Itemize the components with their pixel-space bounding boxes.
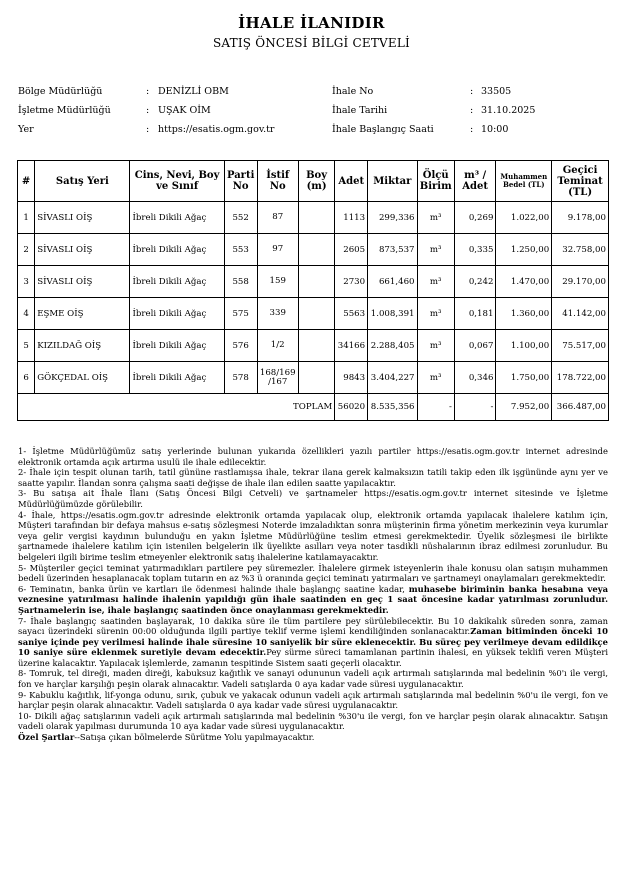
- cell-birim: m³: [417, 266, 454, 298]
- header-satis-yeri: Satış Yeri: [35, 161, 130, 202]
- cell-birim: m³: [417, 298, 454, 330]
- separator: :: [470, 105, 474, 116]
- info-row: [18, 124, 608, 143]
- cell-satis-yeri: EŞME OİŞ: [35, 298, 130, 330]
- cell-no: 4: [18, 298, 35, 330]
- cell-no: 5: [18, 330, 35, 362]
- cell-istif: 87: [257, 202, 298, 234]
- table-body: [18, 202, 609, 421]
- lots-table: [17, 160, 609, 421]
- note-3: 3- Bu satışa ait İhale İlanı (Satış Öncesi Bilgi Cetveli) ve şartnameler https://esatis.ogm.gov.tr internet sitesinde ve İşletme Müdürlüğümüzde görülebilir.: [18, 488, 608, 509]
- cell-teminat: 32.758,00: [552, 234, 609, 266]
- info-row: [18, 86, 608, 105]
- cell-miktar: 661,460: [368, 266, 417, 298]
- table-row: [18, 298, 609, 330]
- special-conditions: [18, 732, 608, 743]
- cell-miktar: 1.008,391: [368, 298, 417, 330]
- cell-bedel: 1.360,00: [496, 298, 552, 330]
- cell-miktar: 2.288,405: [368, 330, 417, 362]
- info-row: [18, 105, 608, 124]
- cell-teminat: 178.722,00: [552, 362, 609, 394]
- cell-boy: [298, 362, 334, 394]
- cell-istif: 97: [257, 234, 298, 266]
- cell-birim: m³: [417, 234, 454, 266]
- cell-parti: 553: [224, 234, 257, 266]
- page-subtitle: SATIŞ ÖNCESİ BİLGİ CETVELİ: [212, 36, 410, 50]
- ihale-no-label: İhale No: [332, 86, 374, 97]
- note-7-text-end: Pey sürme süreci tamamlanan partinin ihalesi, en yüksek teklifi veren Müşteri üzerine kalacaktır. Yapılacak işlemlerde, zamanın tespitinde Sistem saati geçerli olacaktır.: [18, 647, 608, 668]
- table-header-row: [18, 161, 609, 202]
- total-m3: -: [454, 394, 496, 421]
- cell-boy: [298, 266, 334, 298]
- header-m3-adet: m³ / Adet: [454, 161, 496, 202]
- cell-teminat: 41.142,00: [552, 298, 609, 330]
- cell-adet: 2605: [335, 234, 368, 266]
- cell-adet: 34166: [335, 330, 368, 362]
- separator: :: [470, 86, 474, 97]
- cell-m3-adet: 0,067: [454, 330, 496, 362]
- header-miktar: Miktar: [368, 161, 417, 202]
- cell-birim: m³: [417, 202, 454, 234]
- cell-parti: 552: [224, 202, 257, 234]
- special-text: --Satışa çıkan bölmelerde Sürütme Yolu yapılmayacaktır.: [74, 732, 315, 743]
- note-9: 9- Kabuklu kağıtlık, lif-yonga odunu, sırık, çubuk ve yakacak odunun vadeli açık artırmalı satışlarında mal bedelinin %0'u ile vergi, fon ve harçlar peşin olarak alınacaktır. Vadeli satışlarda 0 aya kadar vade süresi uygulanacaktır.: [18, 689, 608, 711]
- baslangic-label: İhale Başlangıç Saati: [332, 124, 434, 135]
- cell-no: 3: [18, 266, 35, 298]
- cell-satis-yeri: SİVASLI OİŞ: [35, 202, 130, 234]
- cell-istif: 159: [257, 266, 298, 298]
- cell-cins: İbreli Dikili Ağaç: [130, 330, 224, 362]
- header-parti: Parti No: [224, 161, 257, 202]
- cell-satis-yeri: SİVASLI OİŞ: [35, 266, 130, 298]
- cell-miktar: 3.404,227: [368, 362, 417, 394]
- total-adet: 56020: [335, 394, 368, 421]
- separator: :: [146, 105, 150, 116]
- cell-no: 1: [18, 202, 35, 234]
- ihale-tarihi-label: İhale Tarihi: [332, 105, 388, 116]
- isletme-label: İşletme Müdürlüğü: [18, 105, 111, 116]
- cell-boy: [298, 202, 334, 234]
- total-teminat: 366.487,00: [552, 394, 609, 421]
- cell-cins: İbreli Dikili Ağaç: [130, 202, 224, 234]
- note-10: 10- Dikili ağaç satışlarının vadeli açık artırmalı satışlarında mal bedelinin %30'u ile vergi, fon ve harçlar peşin olarak alınacaktır. Satışın vadeli olarak yapılması durumunda 10 aya kadar vade süresi uygulanacaktır.: [18, 710, 608, 732]
- cell-parti: 558: [224, 266, 257, 298]
- cell-miktar: 873,537: [368, 234, 417, 266]
- notes-section: [18, 446, 608, 743]
- note-7-bold: Zaman bitiminden önceki 10 saniye içinde pey verilmesi halinde ihale süresine 10 saniyelik bir süre eklenecektir. Bu süreç pey verilmeye devam edildikçe 10 saniye süre eklenmek suretiyle devam edecektir.: [18, 626, 608, 658]
- cell-cins: İbreli Dikili Ağaç: [130, 266, 224, 298]
- cell-parti: 578: [224, 362, 257, 394]
- note-2: 2- İhale için tespit olunan tarih, tatil gününe rastlamışsa ihale, tekrar ilana gerek kalmaksızın tatili takip eden ilk işgününde aynı yer ve saatte yapılır. İlandan sonra çalışma saati değişse de ihale ilan edilen saatte yapılacaktır.: [18, 467, 608, 488]
- header-no: #: [18, 161, 35, 202]
- total-bedel: 7.952,00: [496, 394, 552, 421]
- cell-cins: İbreli Dikili Ağaç: [130, 298, 224, 330]
- ihale-no-value: 33505: [481, 86, 512, 97]
- cell-adet: 9843: [335, 362, 368, 394]
- total-birim: -: [417, 394, 454, 421]
- separator: :: [470, 124, 474, 135]
- cell-parti: 575: [224, 298, 257, 330]
- note-6: [18, 584, 608, 616]
- cell-satis-yeri: KIZILDAĞ OİŞ: [35, 330, 130, 362]
- special-label: Özel Şartlar: [18, 732, 75, 743]
- bolge-label: Bölge Müdürlüğü: [18, 86, 103, 97]
- cell-m3-adet: 0,346: [454, 362, 496, 394]
- cell-istif: 168/169 /167: [257, 362, 298, 394]
- cell-cins: İbreli Dikili Ağaç: [130, 234, 224, 266]
- cell-adet: 5563: [335, 298, 368, 330]
- note-1: 1- İşletme Müdürlüğümüz satış yerlerinde bulunan yukarıda özellikleri yazılı partiler https://esatis.ogm.gov.tr internet adresinde elektronik ortamda açık artırma usulü ile ihale edilecektir.: [18, 446, 608, 467]
- header-muhammen: Muhammen Bedel (TL): [496, 161, 552, 202]
- header-teminat: Geçici Teminat (TL): [552, 161, 609, 202]
- table-row: [18, 330, 609, 362]
- cell-m3-adet: 0,269: [454, 202, 496, 234]
- cell-bedel: 1.022,00: [496, 202, 552, 234]
- cell-teminat: 29.170,00: [552, 266, 609, 298]
- cell-birim: m³: [417, 362, 454, 394]
- header-boy: Boy (m): [298, 161, 334, 202]
- cell-m3-adet: 0,181: [454, 298, 496, 330]
- cell-birim: m³: [417, 330, 454, 362]
- yer-label: Yer: [18, 124, 34, 135]
- header-adet: Adet: [335, 161, 368, 202]
- auction-info: [18, 86, 608, 143]
- note-7-text: 7- İhale başlangıç saatinden başlayarak, 10 dakika süre ile tüm partilere pey sürülebilecektir. Bu 10 dakikalık süreden sonra, zaman sayacı üzerindeki sürenin 00:00 olduğunda ilgili partiye teklif verme işlemi kendiliğinden sonlanacaktır.: [18, 615, 608, 637]
- header-istif: İstif No: [257, 161, 298, 202]
- cell-teminat: 75.517,00: [552, 330, 609, 362]
- yer-value[interactable]: https://esatis.ogm.gov.tr: [158, 124, 275, 135]
- cell-m3-adet: 0,242: [454, 266, 496, 298]
- total-miktar: 8.535,356: [368, 394, 417, 421]
- cell-bedel: 1.750,00: [496, 362, 552, 394]
- note-6-bold: muhasebe biriminin banka hesabına veya veznesine yatırılması halinde ihalenin yapıldığı gün ihale saatinden en geç 1 saat öncesine kadar yatırılması zorunludur. Şartnamelerin ise, ihale başlangıç saatinden önce onaylanması gerekmektedir.: [18, 583, 608, 615]
- cell-adet: 1113: [335, 202, 368, 234]
- document-header: [0, 14, 623, 50]
- note-5: 5- Müşteriler geçici teminat yatırmadıkları partilere pey süremezler. İhalelere girmek isteyenlerin ihale konusu olan satışın muhammen bedeli üzerinden hesaplanacak toplam tutarın en az %3 ü oranında geçici teminatı yatırmaları ve şartnameyi onaylamaları gerekmektedir.: [18, 562, 608, 584]
- isletme-value: UŞAK OİM: [158, 105, 211, 116]
- bolge-value: DENİZLİ OBM: [158, 86, 229, 97]
- table-total-row: [18, 394, 609, 421]
- cell-no: 6: [18, 362, 35, 394]
- ihale-tarihi-value: 31.10.2025: [481, 105, 536, 116]
- table-row: [18, 362, 609, 394]
- header-olcu: Ölçü Birim: [417, 161, 454, 202]
- cell-no: 2: [18, 234, 35, 266]
- cell-boy: [298, 298, 334, 330]
- separator: :: [146, 86, 150, 97]
- cell-m3-adet: 0,335: [454, 234, 496, 266]
- cell-bedel: 1.100,00: [496, 330, 552, 362]
- cell-satis-yeri: GÖKÇEDAL OİŞ: [35, 362, 130, 394]
- total-label: TOPLAM: [18, 394, 335, 421]
- table-row: [18, 266, 609, 298]
- note-8: 8- Tomruk, tel direği, maden direği, kabuksuz kağıtlık ve sanayi odununun vadeli açık artırmalı satışlarında mal bedelinin %0'ı ile vergi, fon ve harçlar karşılığı peşin olarak alınacaktır. Vadeli satışlarda 0 aya kadar vade süresi uygulanacaktır.: [18, 668, 608, 690]
- note-4: 4- İhale, https://esatis.ogm.gov.tr adresinde elektronik ortamda yapılacak olup, elektronik ortamda yapılacak ihalelere katılım için, Müşteri tarafından bir defaya mahsus e-satış sözleşmesi Noterde imzaladıktan sonra müşterinin firma yönetim merkezinin veya kurumlar veya gelir vergisi kaydının bulunduğu en yakın İşletme Müdürlüğüne teslim etmesi gerekmektedir. Üyelik sözleşmesi ile birlikte şartnamede ihalelere katılım için istenilen belgelerin ilk üyelikte asılları veya noter tasdikli nüshalarının ibraz edilmesi zorunludur. Bu belgeleri ilgili birime teslim etmeyenler elektronik satış ihalelerine katılamayacaktır.: [18, 509, 608, 562]
- cell-cins: İbreli Dikili Ağaç: [130, 362, 224, 394]
- cell-parti: 576: [224, 330, 257, 362]
- cell-istif: 339: [257, 298, 298, 330]
- cell-istif: 1/2: [257, 330, 298, 362]
- note-7: [18, 616, 608, 669]
- separator: :: [146, 124, 150, 135]
- cell-bedel: 1.470,00: [496, 266, 552, 298]
- cell-boy: [298, 234, 334, 266]
- header-cins: Cins, Nevi, Boy ve Sınıf: [130, 161, 224, 202]
- cell-adet: 2730: [335, 266, 368, 298]
- table-row: [18, 234, 609, 266]
- note-6-text: 6- Teminatın, banka ürün ve kartları ile ödenmesi halinde ihale başlangıç saatine kadar,: [18, 583, 409, 594]
- cell-satis-yeri: SİVASLI OİŞ: [35, 234, 130, 266]
- cell-bedel: 1.250,00: [496, 234, 552, 266]
- table-row: [18, 202, 609, 234]
- baslangic-value: 10:00: [481, 124, 509, 135]
- cell-miktar: 299,336: [368, 202, 417, 234]
- cell-teminat: 9.178,00: [552, 202, 609, 234]
- cell-boy: [298, 330, 334, 362]
- page-title: İHALE İLANIDIR: [238, 14, 385, 32]
